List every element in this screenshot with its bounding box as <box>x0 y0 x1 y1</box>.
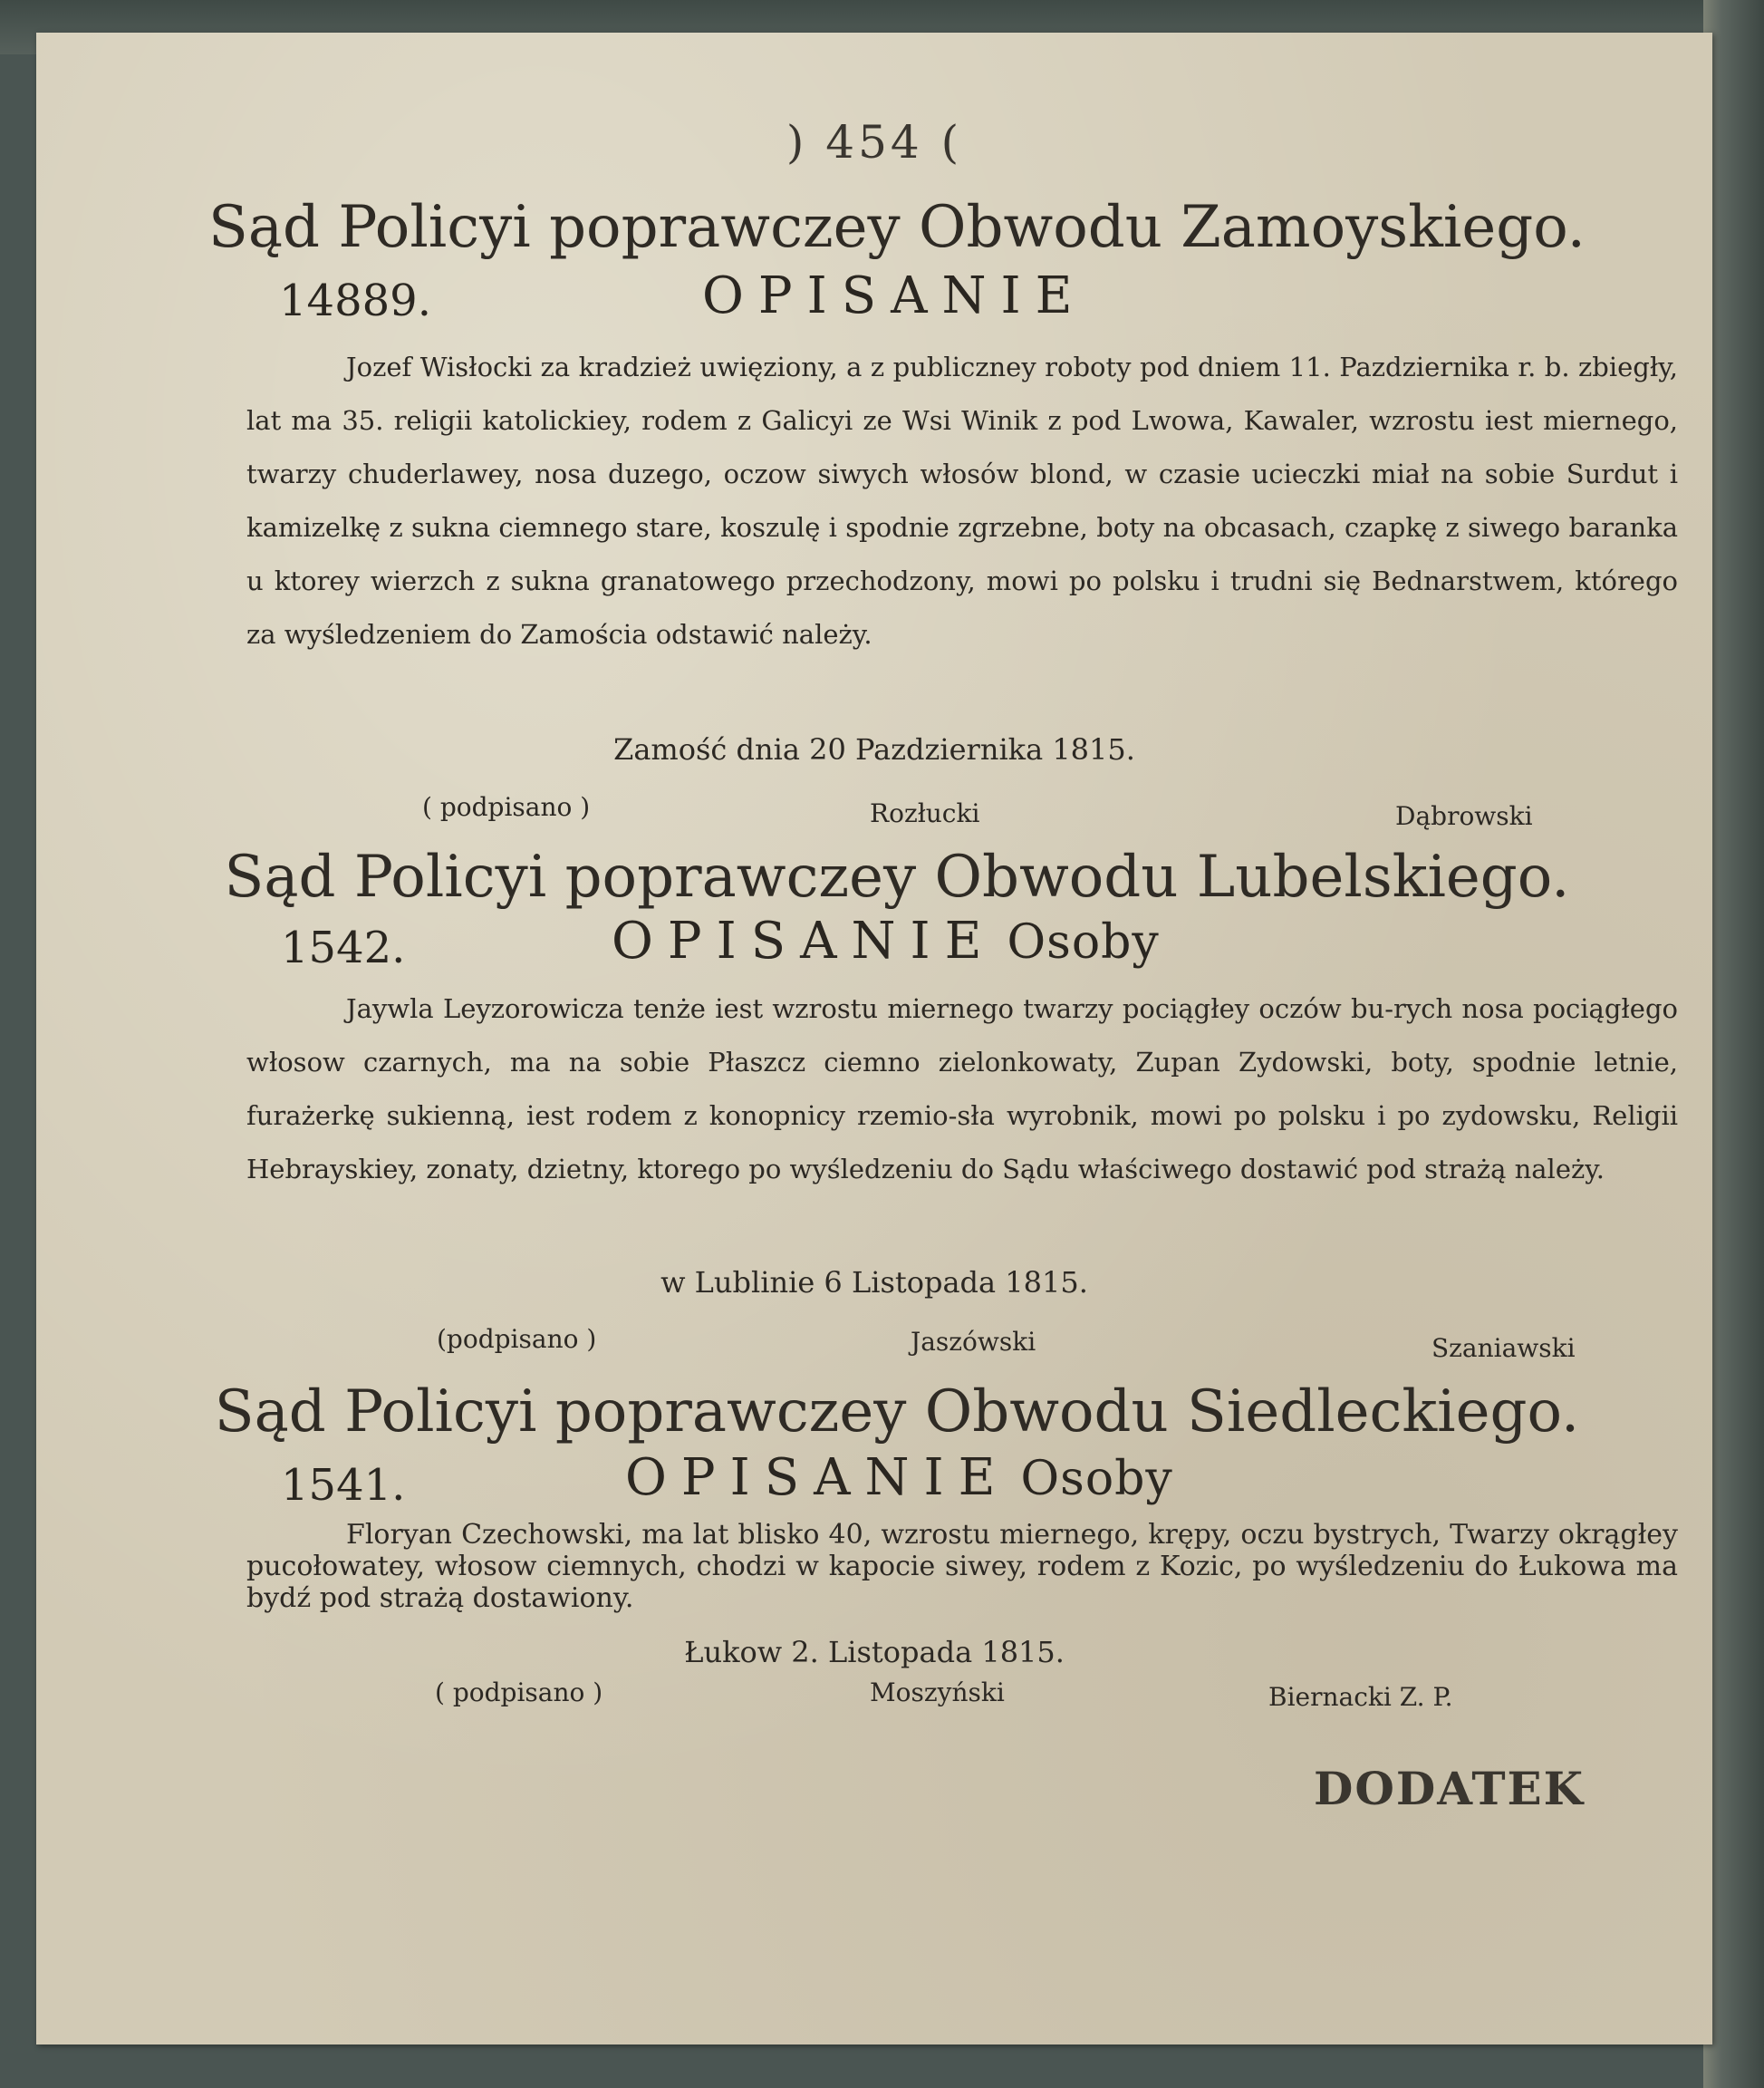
notice-number: 1542. <box>281 923 406 973</box>
notice-subtitle: Osoby <box>1020 1452 1173 1506</box>
supplement-label: DODATEK <box>1314 1762 1586 1815</box>
notice-dateline: Łukow 2. Listopada 1815. <box>684 1635 1065 1669</box>
notice-body: Jozef Wisłocki za kradzież uwięziony, a z publiczney roboty pod dniem 11. Pazdziernika r. b. zbiegły, lat ma 35. religii katolickiey, rodem z Galicyi ze Wsi Winik z pod Lwowa, Kawaler, wzrostu iest miernego, twarzy chuderlawey, nosa duzego, oczow siwych włosów blond, w czasie ucieczki miał na sobie Surdut i kamizelkę z sukna ciemnego stare, koszulę i spodnie zgrzebne, boty na obcasach, czapkę z siwego baranka u ktorey wierzch z sukna granatowego przechodzony, mowi po polsku i trudni się Bednarstwem, którego za wyśledzeniem do Zamościa odstawić należy. <box>246 352 1678 650</box>
notice-dateline: Zamość dnia 20 Pazdziernika 1815. <box>613 732 1135 767</box>
signed-label: (podpisano ) <box>437 1324 597 1354</box>
notice-body: Floryan Czechowski, ma lat blisko 40, wzrostu miernego, krępy, oczu bystrych, Twarzy okrągłey pucołowatey, włosow ciemnych, chodzi w kapocie siwey, rodem z Kozic, po wyśledzeniu do Łukowa ma bydź pod strażą dostawiony. <box>246 1519 1678 1614</box>
notice-subtitle: Osoby <box>1007 915 1160 970</box>
page-number: ) 454 ( <box>786 116 963 169</box>
signed-label: ( podpisano ) <box>435 1677 603 1707</box>
signature: Jaszówski <box>911 1327 1036 1357</box>
notice-title-text: OPISANIE <box>612 912 997 971</box>
notice-title <box>612 912 1160 971</box>
signed-label: ( podpisano ) <box>422 792 591 822</box>
notice-title-text: OPISANIE <box>625 1448 1010 1507</box>
notice-title <box>702 266 1087 325</box>
notice-number: 1541. <box>281 1460 406 1511</box>
notice-title-text: OPISANIE <box>702 266 1087 325</box>
signature: Moszyński <box>870 1677 1005 1707</box>
signature: Rozłucki <box>870 798 980 828</box>
section-heading: Sąd Policyi poprawczey Obwodu Lubelskiego. <box>224 844 1570 911</box>
notice-body: Jaywla Leyzorowicza tenże iest wzrostu miernego twarzy pociągłey oczów bu-rych nosa pociągłego włosow czarnych, ma na sobie Płaszcz ciemno zielonkowaty, Zupan Zydowski, boty, spodnie letnie, furażerkę sukienną, iest rodem z konopnicy rzemio-sła wyrobnik, mowi po polsku i po zydowsku, Religii Hebrayskiey, zonaty, dzietny, ktorego po wyśledzeniu do Sądu właściwego dostawić pod strażą należy. <box>246 993 1678 1184</box>
notice-title <box>625 1448 1173 1507</box>
newspaper-page <box>36 33 1712 2044</box>
scan-border-right <box>1703 0 1764 2088</box>
section-heading: Sąd Policyi poprawczey Obwodu Zamoyskiego. <box>208 194 1586 261</box>
signature: Biernacki Z. P. <box>1268 1682 1453 1712</box>
notice-dateline: w Lublinie 6 Listopada 1815. <box>660 1265 1088 1300</box>
notice-number: 14889. <box>279 276 431 326</box>
section-heading: Sąd Policyi poprawczey Obwodu Siedleckiego. <box>214 1378 1580 1445</box>
signature: Dąbrowski <box>1395 801 1533 831</box>
signature: Szaniawski <box>1431 1333 1576 1363</box>
